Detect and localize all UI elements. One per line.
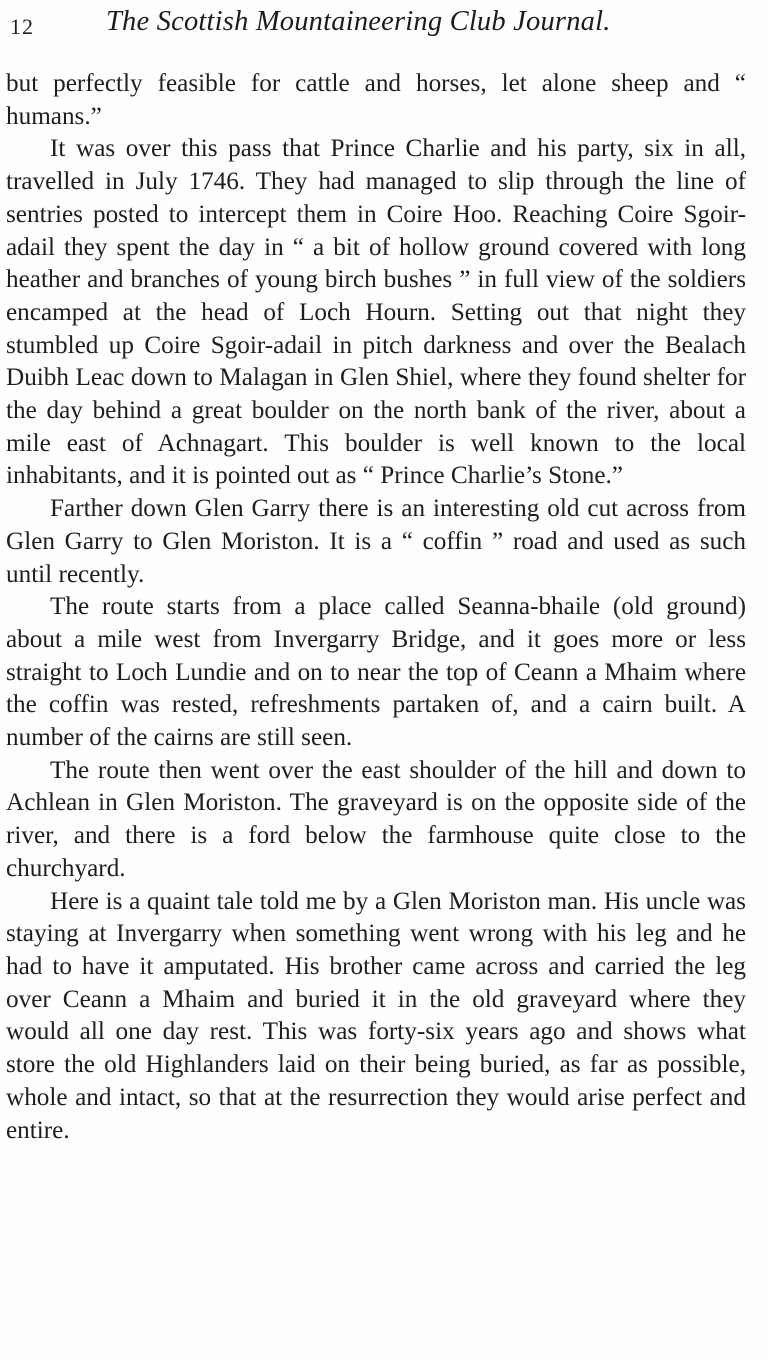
paragraph-route-start: The route starts from a place called Seanna-bhaile (old ground) about a mile west from Invergarry Bridge, and it goes more or less straight to Loch Lundie and on to near the top of Ceann a Mhaim where the coffin was rested, refreshments partaken of, and a cairn built. A number of the cairns are still seen. xyxy=(6,593,746,752)
paragraph-route-continuation: The route then went over the east shoulder of the hill and down to Achlean in Glen Moriston. The graveyard is on the opposite side of the river, and there is a ford below the farmhouse quite close to the churchyard. xyxy=(6,756,746,882)
paragraph-prince-charlie: It was over this pass that Prince Charlie and his party, six in all, travelled in July 1746. They had managed to slip through the line of sentries posted to intercept them in Coire Hoo. Reaching Coire Sgoir-adail they spent the day in “ a bit of hollow ground covered with long heather and branches of young birch bushes ” in full view of the soldiers encamped at the head of Loch Hourn. Setting out that night they stumbled up Coire Sgoir-adail in pitch darkness and over the Bealach Duibh Leac down to Malagan in Glen Shiel, where they found shelter for the day behind a great boulder on the north bank of the river, about a mile east of Achnagart. This boulder is well known to the local inhabitants, and it is pointed out as “ Prince Charlie’s Stone.” xyxy=(6,135,746,490)
running-title: The Scottish Mountaineering Club Journal. xyxy=(106,6,611,37)
paragraph-quaint-tale: Here is a quaint tale told me by a Glen Moriston man. His uncle was staying at Invergarry when something went wrong with his leg and he had to have it amputated. His brother came across and carried the leg over Ceann a Mhaim and buried it in the old graveyard where they would all one day rest. This was forty-six years ago and shows what store the old Highlanders laid on their being buried, as far as possible, whole and intact, so that at the resurrection they would arise perfect and entire. xyxy=(6,887,746,1144)
article-body xyxy=(6,68,746,1147)
paragraph-continuation: but perfectly feasible for cattle and horses, let alone sheep and “ humans.” xyxy=(6,70,746,130)
paragraph-coffin-road: Farther down Glen Garry there is an interesting old cut across from Glen Garry to Glen Moriston. It is a “ coffin ” road and used as such until recently. xyxy=(6,495,746,588)
page-header xyxy=(10,6,750,46)
page-number: 12 xyxy=(10,14,34,39)
